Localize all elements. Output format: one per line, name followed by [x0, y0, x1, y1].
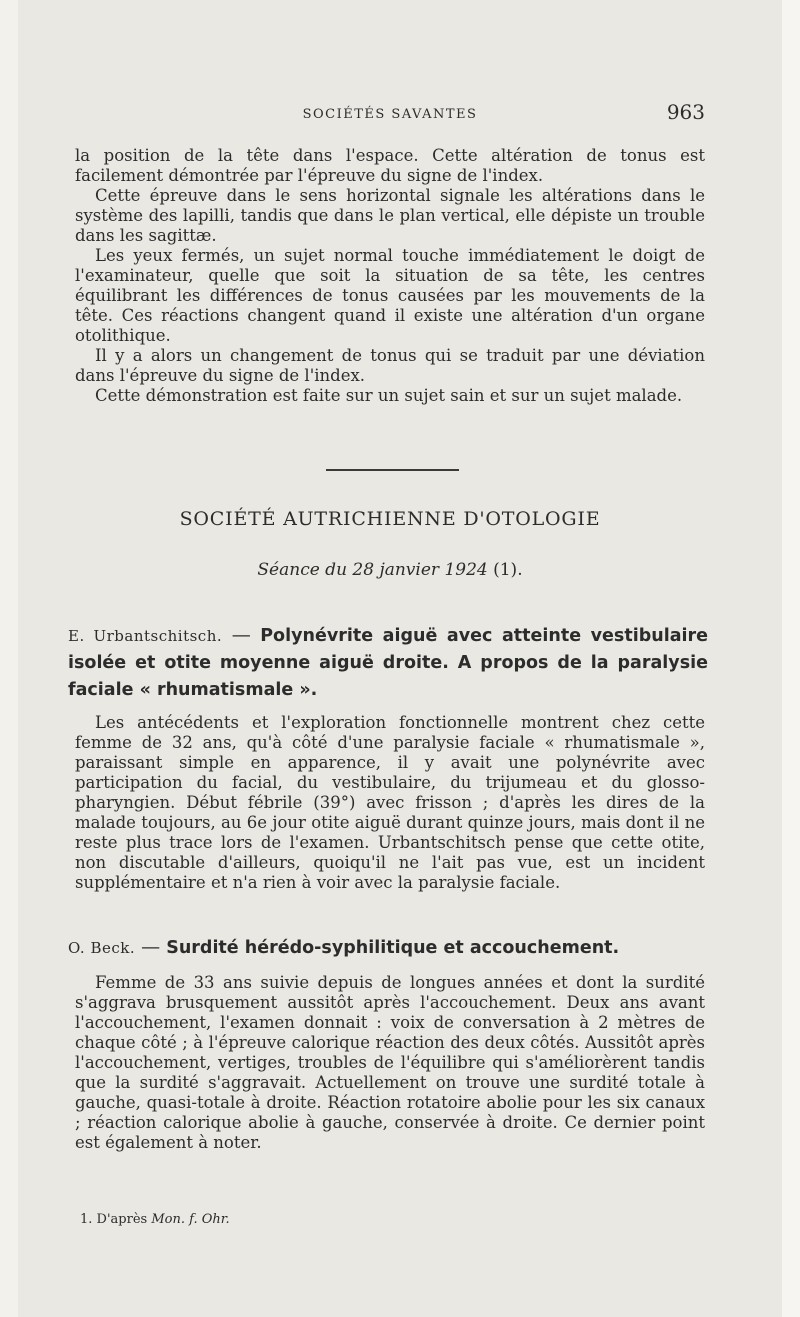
- entry-2-paragraph: Femme de 33 ans suivie depuis de longues années et dont la surdité s'aggrava brusquement aussitôt après l'accouchement. Deux ans avant l'accouchement, l'examen donnait : voix de conversation à 2 mètres de chaque côté ; à l'épreuve calorique réaction des deux côtés. Aussitôt après l'accouchement, vertiges, troubles de l'équilibre qui s'améliorèrent tandis que la surdité s'aggravait. Actuellement on trouve une surdité totale à gauche, quasi-totale à droite. Réaction rotatoire abolie pour les six canaux ; réaction calorique abolie à gauche, conservée à droite. Ce dernier point est également à noter.: [75, 973, 705, 1152]
- intro-paragraph-3: Les yeux fermés, un sujet normal touche immédiatement le doigt de l'examinateur, quelle que soit la situation de sa tête, les centres équilibrant les différences de tonus causées par les mouvements de la tête. Ces réactions changent quand il existe une altération d'un organe otolithique.: [75, 246, 705, 345]
- section-divider: [326, 469, 459, 471]
- entry-2-body: [75, 973, 705, 1153]
- intro-paragraph-1: la position de la tête dans l'espace. Cette altération de tonus est facilement démontrée par l'épreuve du signe de l'index.: [75, 146, 705, 185]
- entry-2-separator: —: [141, 936, 161, 958]
- footnote-number: 1.: [80, 1212, 93, 1227]
- footnote-source: Mon. f. Ohr.: [151, 1212, 230, 1227]
- intro-paragraph-2: Cette épreuve dans le sens horizontal signale les altérations dans le système des lapilli, tandis que dans le plan vertical, elle dépiste un trouble dans les sagittæ.: [75, 186, 705, 245]
- footnote: [80, 1212, 230, 1227]
- entry-2-title: Surdité hérédo-syphilitique et accouchement.: [166, 938, 620, 958]
- session-label: Séance du 28 janvier 1924: [257, 560, 488, 580]
- intro-text: [75, 146, 705, 406]
- intro-paragraph-4: Il y a alors un changement de tonus qui se traduit par une déviation dans l'épreuve du signe de l'index.: [75, 346, 705, 385]
- society-title: SOCIÉTÉ AUTRICHIENNE D'OTOLOGIE: [179, 508, 601, 530]
- intro-paragraph-5: Cette démonstration est faite sur un sujet sain et sur un sujet malade.: [95, 386, 683, 405]
- entry-2-author: O. Beck.: [68, 939, 136, 957]
- entry-2-heading: [68, 934, 708, 961]
- footnote-prefix: D'après: [96, 1212, 148, 1227]
- running-head: [75, 100, 705, 126]
- session-footnote-ref: (1).: [493, 560, 523, 580]
- entry-1-separator: —: [231, 624, 251, 646]
- entry-1-heading: [68, 622, 708, 703]
- page-edge: [782, 0, 800, 1317]
- entry-1-body: [75, 713, 705, 893]
- running-title: SOCIÉTÉS SAVANTES: [302, 107, 478, 122]
- entry-1-paragraph: Les antécédents et l'exploration fonctionnelle montrent chez cette femme de 32 ans, qu'à côté d'une paralysie faciale « rhumatismale », paraissant simple en apparence, il y avait une polynévrite avec participation du facial, du vestibulaire, du trijumeau et du glosso-pharyngien. Début fébrile (39°) avec frisson ; d'après les dires de la malade toujours, au 6e jour otite aiguë durant quinze jours, mais dont il ne reste plus trace lors de l'examen. Urbantschitsch pense que cette otite, non discutable d'ailleurs, quoiqu'il ne l'ait pas vue, est un incident supplémentaire et n'a rien à voir avec la paralysie faciale.: [75, 713, 705, 892]
- session-line: [75, 560, 705, 580]
- entry-1-title: Polynévrite aiguë avec atteinte vestibulaire isolée et otite moyenne aiguë droite. A propos de la paralysie faciale « rhumatismale ».: [68, 626, 708, 700]
- entry-1-author: E. Urbantschitsch.: [68, 627, 223, 645]
- page-number: 963: [666, 100, 705, 124]
